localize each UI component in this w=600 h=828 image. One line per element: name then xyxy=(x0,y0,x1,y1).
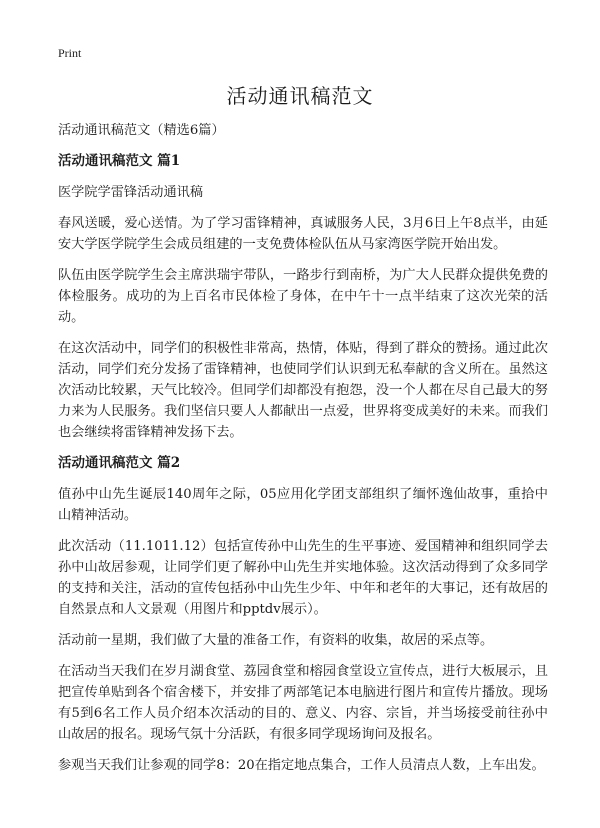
document-body xyxy=(58,120,548,786)
paragraph: 活动前一星期，我们做了大量的准备工作，有资料的收集，故居的采点等。 xyxy=(58,633,494,648)
document-title: 活动通讯稿范文 xyxy=(226,84,374,108)
paragraph: 参观当天我们让参观的同学8：20在指定地点集合，工作人员清点人数，上车出发。 xyxy=(58,758,545,773)
section-2 xyxy=(58,453,548,776)
paragraph: 春风送暖，爱心送情。为了学习雷锋精神，真诚服务人民，3月6日上午8点半，由延安大学医学院学生会成员组建的一支免费体检队伍从马家湾医学院开始出发。 xyxy=(58,216,548,252)
section-1 xyxy=(58,151,548,443)
print-link[interactable]: Print xyxy=(58,46,82,60)
paragraph: 队伍由医学院学生会主席洪瑞宇带队，一路步行到南桥，为广大人民群众提供免费的体检服务。成功的为上百名市民体检了身体，在中午十一点半结束了这次光荣的活动。 xyxy=(58,268,548,325)
section-heading: 活动通讯稿范文 篇2 xyxy=(58,455,181,471)
section-heading: 活动通讯稿范文 篇1 xyxy=(58,153,181,169)
paragraph: 在这次活动中，同学们的积极性非常高，热情，体贴，得到了群众的赞扬。通过此次活动，同学们充分发扬了雷锋精神，也使同学们认识到无私奉献的含义所在。虽然这次活动比较累，天气比较冷。但同学们却都没有抱怨，没一个人都在尽自己最大的努力来为人民服务。我们坚信只要人人都献出一点爱，世界将变成美好的未来。而我们也会继续将雷锋精神发扬下去。 xyxy=(58,341,548,440)
paragraph: 值孙中山先生诞辰140周年之际，05应用化学团支部组织了缅怀逸仙故事，重拾中山精神活动。 xyxy=(58,487,548,523)
paragraph: 此次活动（11.1011.12）包括宣传孙中山先生的生平事迹、爱国精神和组织同学去孙中山故居参观，让同学们更了解孙中山先生并实地体验。这次活动得到了众多同学的支持和关注，活动的宣传包括孙中山先生少年、中年和老年的大事记，还有故居的自然景点和人文景观（用图片和pptdv展示）。 xyxy=(58,539,548,617)
paragraph: 医学院学雷锋活动通讯稿 xyxy=(58,185,204,200)
document-subtitle: 活动通讯稿范文（精选6篇） xyxy=(58,123,225,138)
paragraph: 在活动当天我们在岁月湖食堂、荔园食堂和榕园食堂设立宣传点，进行大板展示，且把宣传单贴到各个宿舍楼下，并安排了两部笔记本电脑进行图片和宣传片播放。现场有5到6名工作人员介绍本次活动的目的、意义、内容、宗旨，并当场接受前往孙中山故居的报名。现场气氛十分活跃，有很多同学现场询问及报名。 xyxy=(58,664,548,742)
